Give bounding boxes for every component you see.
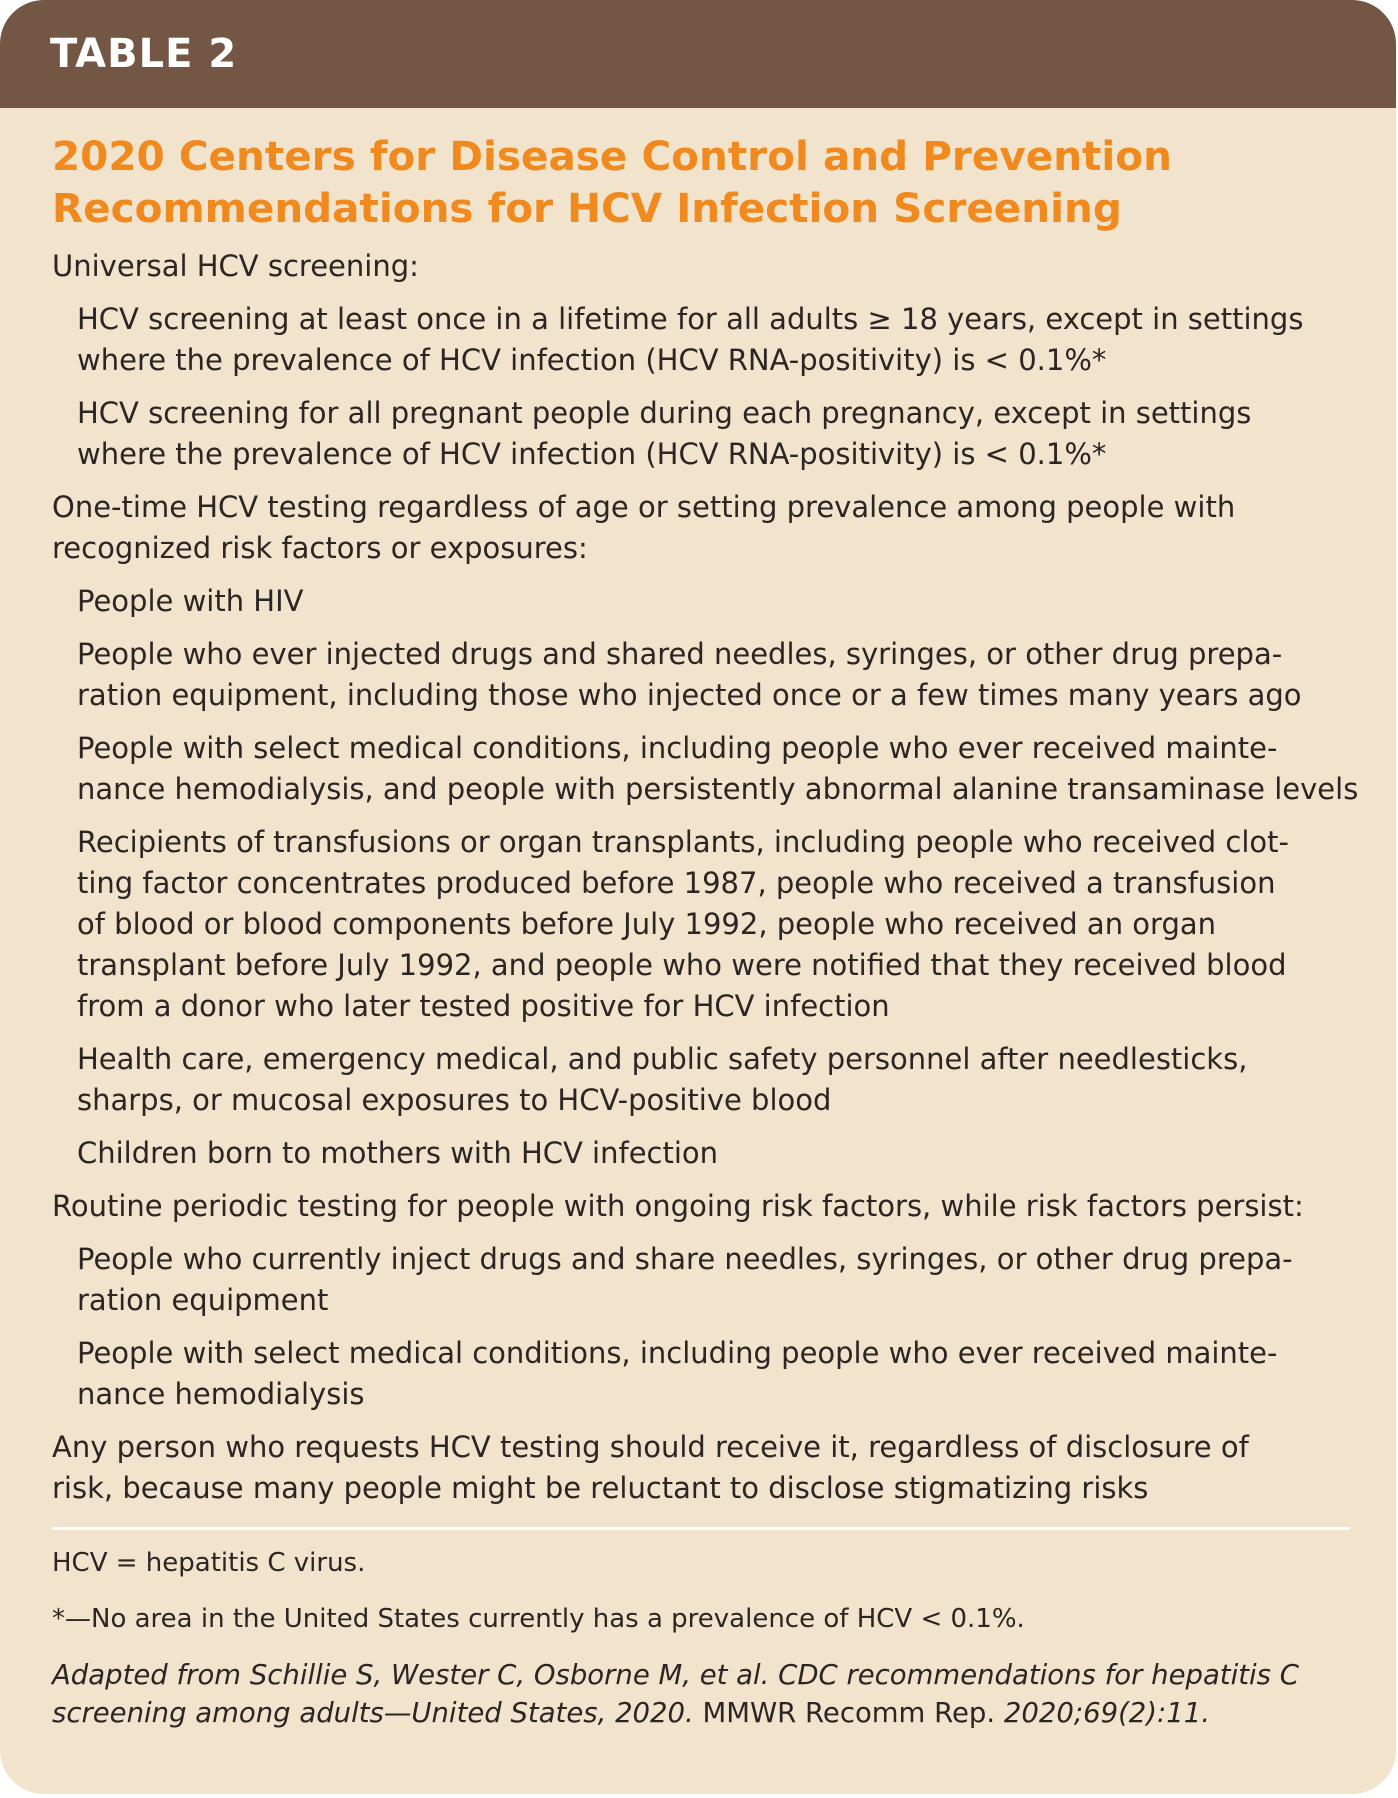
- recommendation-item-line: ration equipment: [77, 1283, 329, 1317]
- citation-line: Adapted from Schillie S, Wester C, Osborne M, et al. CDC recommendations for hepatitis C: [52, 1659, 1299, 1691]
- recommendation-item: [77, 728, 1359, 810]
- table-label: TABLE 2: [50, 31, 238, 77]
- section-heading: [52, 487, 1350, 569]
- section-heading-line: recognized risk factors or exposures:: [52, 531, 588, 565]
- source-citation: [52, 1656, 1350, 1732]
- recommendation-item-line: nance hemodialysis, and people with persistently abnormal alanine transaminase levels: [77, 772, 1359, 806]
- section-heading-line: Any person who requests HCV testing should receive it, regardless of disclosure of: [52, 1430, 1249, 1464]
- recommendation-item: [77, 1039, 1350, 1121]
- recommendation-item: [77, 634, 1350, 716]
- recommendation-item-line: HCV screening at least once in a lifetime for all adults ≥ 18 years, except in settings: [77, 302, 1304, 336]
- recommendation-item-line: nance hemodialysis: [77, 1377, 365, 1411]
- recommendation-item: [77, 393, 1350, 475]
- recommendation-item-line: from a donor who later tested positive for HCV infection: [77, 989, 890, 1023]
- citation-journal: MMWR Recomm Rep.: [693, 1697, 1004, 1729]
- table-title: [52, 130, 1350, 234]
- recommendation-item-line: Recipients of transfusions or organ transplants, including people who received clot-: [77, 825, 1289, 859]
- recommendation-item-line: Children born to mothers with HCV infection: [77, 1136, 719, 1170]
- recommendation-item-line: People who currently inject drugs and share needles, syringes, or other drug prepa-: [77, 1242, 1293, 1276]
- table-content: [0, 108, 1396, 1732]
- asterisk-note: *—No area in the United States currently has a prevalence of HCV < 0.1%.: [52, 1604, 1025, 1634]
- recommendation-item-line: People with select medical conditions, including people who ever received mainte-: [77, 1336, 1278, 1370]
- section-heading: [52, 1186, 1350, 1227]
- footnote-divider: [52, 1527, 1350, 1530]
- recommendation-item-line: ting factor concentrates produced before 1987, people who received a transfusion: [77, 866, 1276, 900]
- table-title-line: Recommendations for HCV Infection Screening: [52, 184, 1122, 232]
- citation-title: screening among adults—United States, 2020.: [52, 1697, 694, 1729]
- section-heading-line: One-time HCV testing regardless of age or setting prevalence among people with: [52, 490, 1236, 524]
- recommendation-item: [77, 581, 1350, 622]
- section-heading: [52, 1427, 1350, 1509]
- recommendation-item-line: ration equipment, including those who injected once or a few times many years ago: [77, 678, 1302, 712]
- recommendation-item-line: People with HIV: [77, 584, 304, 618]
- recommendation-item-line: People who ever injected drugs and shared needles, syringes, or other drug prepa-: [77, 637, 1283, 671]
- abbreviation-note: HCV = hepatitis C virus.: [52, 1548, 366, 1578]
- table-label-bar: [0, 0, 1396, 108]
- section-heading: [52, 246, 1350, 287]
- recommendation-item-line: People with select medical conditions, including people who ever received mainte-: [77, 731, 1278, 765]
- recommendation-item-line: of blood or blood components before July 1992, people who received an organ: [77, 907, 1217, 941]
- recommendation-item: [77, 1333, 1350, 1415]
- footnotes: [52, 1544, 1350, 1732]
- recommendation-item: [77, 1133, 1350, 1174]
- recommendation-item-line: transplant before July 1992, and people who were notified that they received blood: [77, 948, 1287, 982]
- recommendation-item-line: Health care, emergency medical, and public safety personnel after needlesticks,: [77, 1042, 1248, 1076]
- recommendation-item: [77, 1239, 1350, 1321]
- citation-volume: 2020;69(2):11.: [1003, 1697, 1211, 1729]
- recommendation-item-line: where the prevalence of HCV infection (HCV RNA-positivity) is < 0.1%*: [77, 437, 1107, 471]
- section-heading-line: Routine periodic testing for people with ongoing risk factors, while risk factors persist:: [52, 1189, 1304, 1223]
- recommendation-item: [77, 299, 1350, 381]
- recommendation-item: [77, 822, 1350, 1027]
- section-heading-line: risk, because many people might be reluctant to disclose stigmatizing risks: [52, 1471, 1149, 1505]
- recommendation-item-line: sharps, or mucosal exposures to HCV-positive blood: [77, 1083, 832, 1117]
- table-title-line: 2020 Centers for Disease Control and Prevention: [52, 132, 1172, 180]
- recommendation-item-line: where the prevalence of HCV infection (HCV RNA-positivity) is < 0.1%*: [77, 343, 1107, 377]
- recommendation-item-line: HCV screening for all pregnant people during each pregnancy, except in settings: [77, 396, 1252, 430]
- citation-line: [52, 1694, 1350, 1732]
- recommendation-list: [52, 246, 1359, 1509]
- section-heading-line: Universal HCV screening:: [52, 249, 419, 283]
